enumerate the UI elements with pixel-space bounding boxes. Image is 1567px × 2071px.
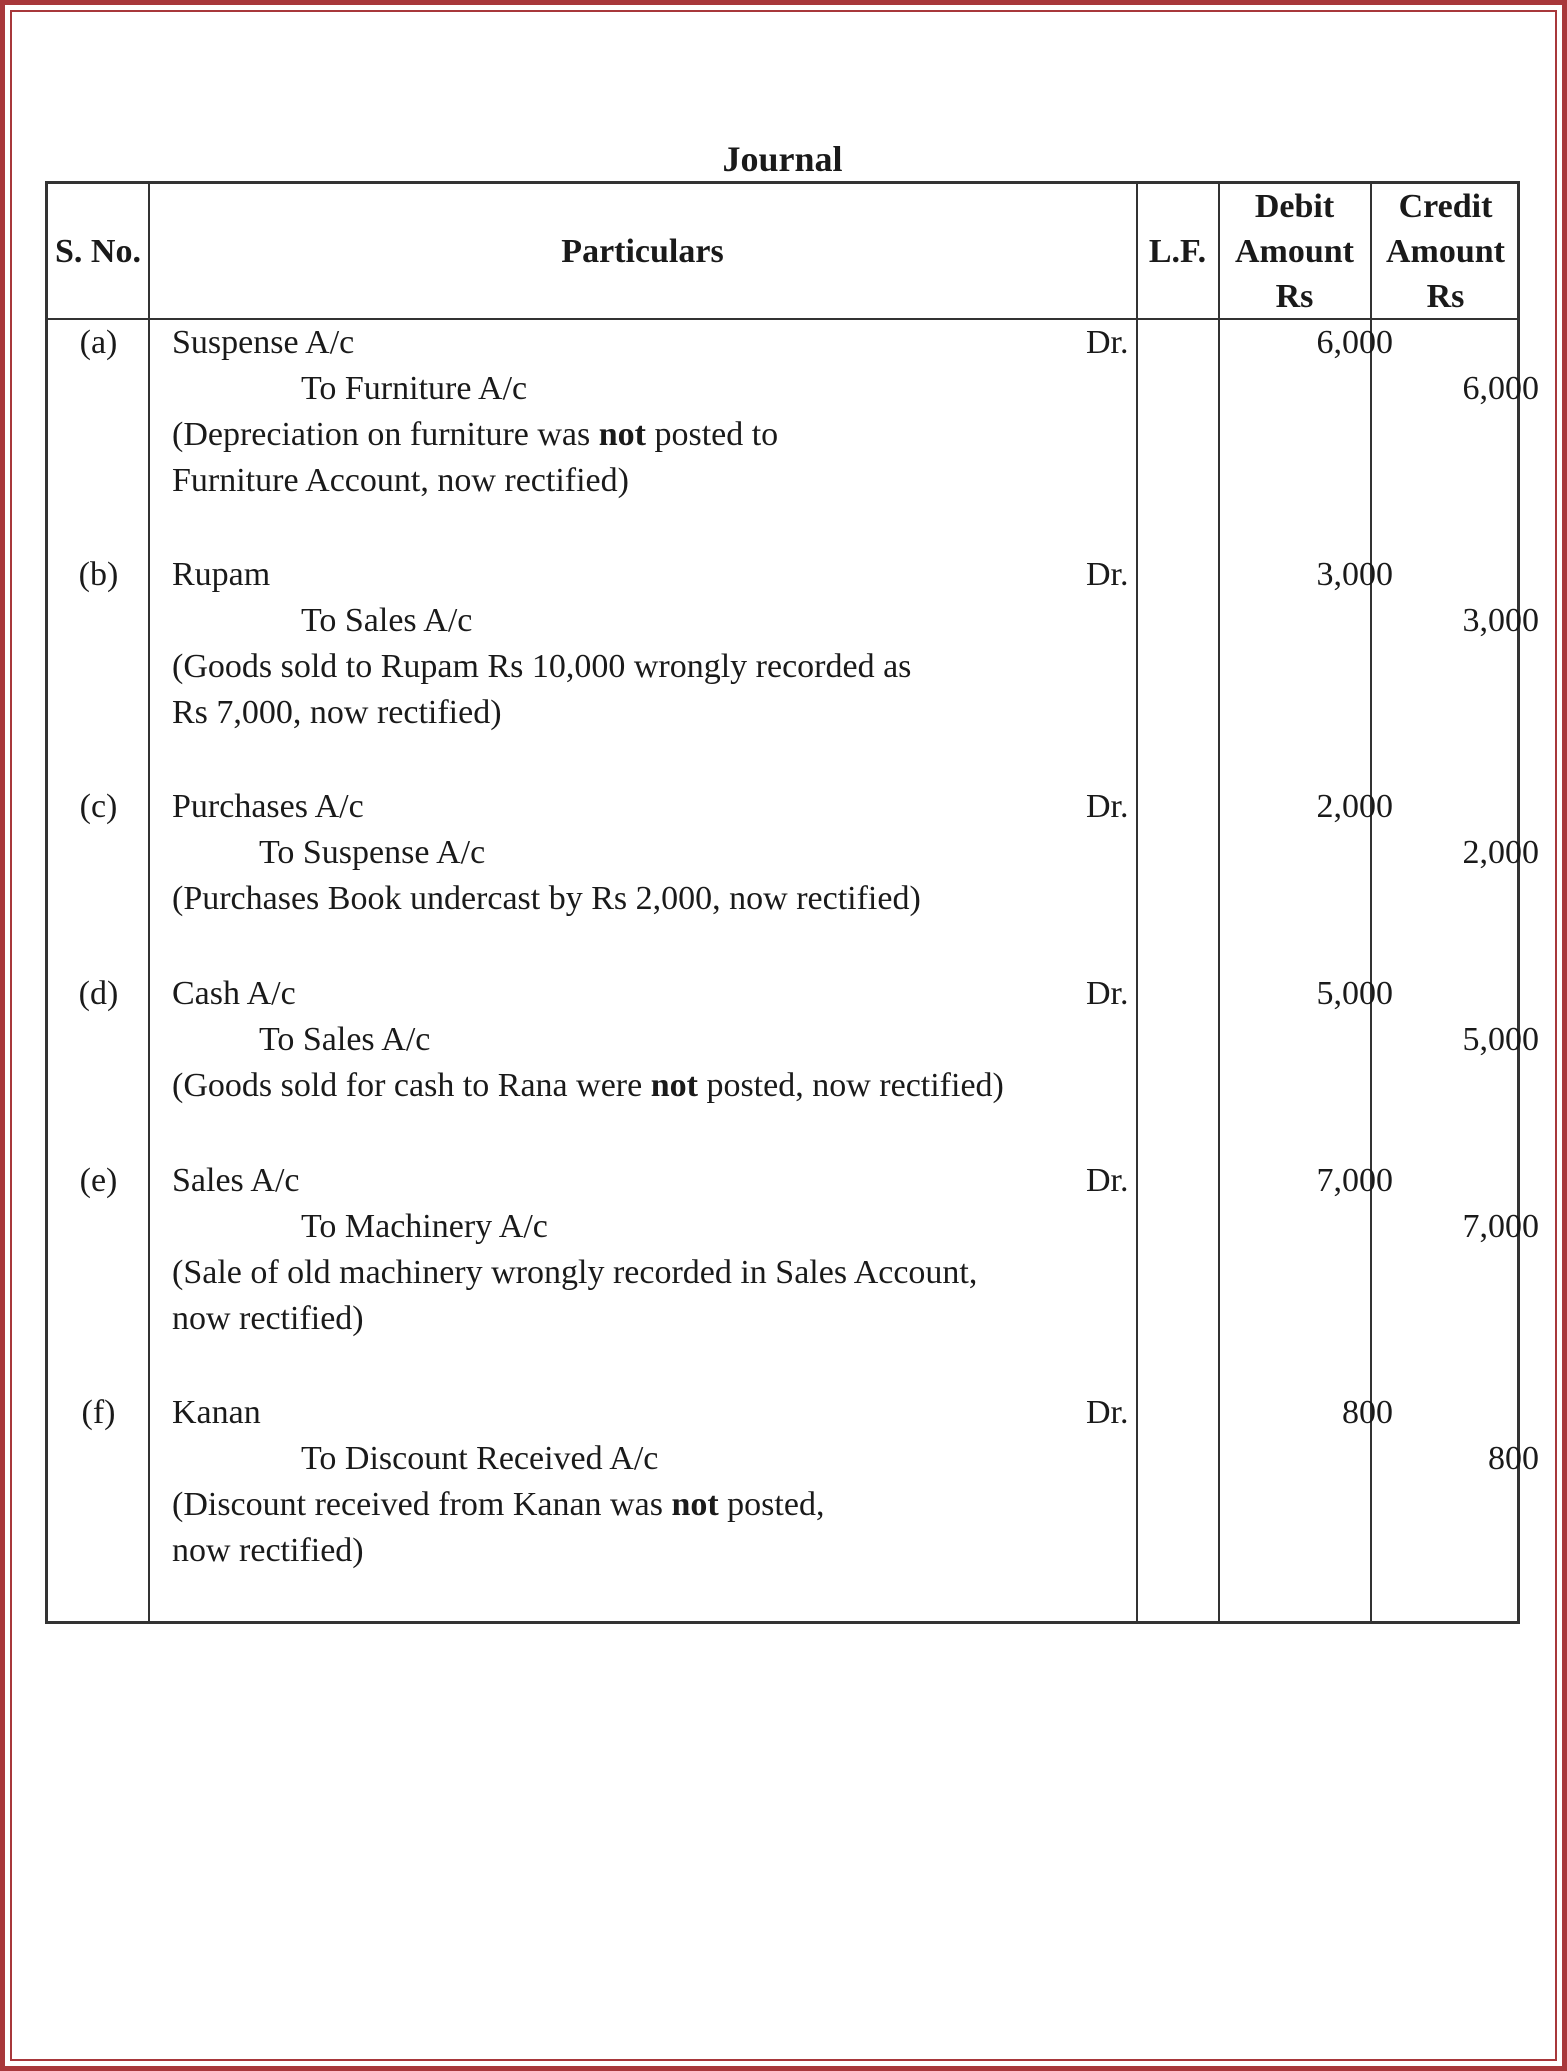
narration: [172, 1063, 1172, 1109]
journal-entry: [48, 1390, 1539, 1590]
narration: [172, 876, 1172, 922]
debit-amount: 7,000: [1316, 1162, 1393, 1199]
credit-amount: 2,000: [1462, 834, 1539, 871]
debit-account: Rupam: [172, 556, 271, 593]
debit-account: Purchases A/c: [172, 788, 364, 825]
narration-text: (Purchases Book undercast by Rs 2,000, now rectified): [172, 880, 921, 917]
narration-emphasis: not: [598, 416, 646, 453]
credit-amount: 6,000: [1462, 370, 1539, 407]
header-credit-amount: [1371, 184, 1520, 318]
narration-text: posted,: [718, 1486, 825, 1523]
narration-line: [172, 1296, 1172, 1342]
narration-text: Furniture Account, now rectified): [172, 462, 629, 499]
journal-entry: [48, 784, 1539, 984]
debit-amount: 6,000: [1316, 324, 1393, 361]
credit-account: To Sales A/c: [301, 602, 473, 639]
debit-amount: 3,000: [1316, 556, 1393, 593]
entry-serial-number: (b): [78, 556, 119, 593]
credit-amount: 800: [1488, 1440, 1539, 1477]
credit-account: To Suspense A/c: [259, 834, 486, 871]
credit-account: To Furniture A/c: [301, 370, 528, 407]
narration-text: now rectified): [172, 1532, 364, 1569]
narration-text: posted, now rectified): [697, 1067, 1004, 1104]
narration: [172, 412, 1172, 504]
header-credit-line2: Amount: [1385, 232, 1506, 270]
header-sno: S. No.: [55, 232, 141, 270]
narration-text: (Goods sold for cash to Rana were: [172, 1067, 651, 1104]
dr-label: Dr.: [1086, 324, 1129, 361]
header-particulars: Particulars: [561, 232, 724, 270]
debit-account: Kanan: [172, 1394, 261, 1431]
narration: [172, 1250, 1172, 1342]
narration-emphasis: not: [650, 1067, 698, 1104]
header-debit-line3: Rs: [1275, 277, 1314, 315]
entry-serial-number: (c): [79, 788, 118, 825]
narration-text: now rectified): [172, 1300, 364, 1337]
entry-serial-number: (f): [81, 1394, 116, 1431]
credit-amount: 5,000: [1462, 1021, 1539, 1058]
narration-text: (Goods sold to Rupam Rs 10,000 wrongly recorded as: [172, 648, 912, 685]
narration-line: [172, 1482, 1172, 1528]
credit-account: To Discount Received A/c: [301, 1440, 659, 1477]
narration-line: [172, 1250, 1172, 1296]
journal-entry: [48, 971, 1539, 1171]
header-debit-line1: Debit: [1254, 187, 1335, 225]
narration-line: [172, 412, 1172, 458]
journal-table: [45, 181, 1539, 1624]
narration-line: [172, 644, 1172, 690]
narration-text: posted to: [645, 416, 779, 453]
journal-entry: [48, 1158, 1539, 1358]
header-debit-amount: [1219, 184, 1370, 318]
narration-text: (Depreciation on furniture was: [172, 416, 599, 453]
header-credit-line3: Rs: [1426, 277, 1465, 315]
narration-line: [172, 458, 1172, 504]
journal-title: Journal: [722, 139, 843, 179]
header-debit-line2: Amount: [1234, 232, 1355, 270]
narration-text: Rs 7,000, now rectified): [172, 694, 502, 731]
dr-label: Dr.: [1086, 1394, 1129, 1431]
debit-account: Suspense A/c: [172, 324, 355, 361]
dr-label: Dr.: [1086, 1162, 1129, 1199]
narration-text: (Sale of old machinery wrongly recorded in Sales Account,: [172, 1254, 978, 1291]
narration-line: [172, 1063, 1172, 1109]
debit-amount: 800: [1342, 1394, 1393, 1431]
journal-entry: [48, 320, 1539, 520]
entry-serial-number: (a): [79, 324, 118, 361]
dr-label: Dr.: [1086, 556, 1129, 593]
credit-amount: 7,000: [1462, 1208, 1539, 1245]
header-lf: L.F.: [1148, 232, 1207, 270]
narration-line: [172, 690, 1172, 736]
journal-entry: [48, 552, 1539, 752]
narration-line: [172, 876, 1172, 922]
credit-account: To Machinery A/c: [301, 1208, 548, 1245]
narration: [172, 644, 1172, 736]
credit-amount: 3,000: [1462, 602, 1539, 639]
debit-amount: 5,000: [1316, 975, 1393, 1012]
dr-label: Dr.: [1086, 975, 1129, 1012]
header-credit-line1: Credit: [1398, 187, 1493, 225]
dr-label: Dr.: [1086, 788, 1129, 825]
debit-amount: 2,000: [1316, 788, 1393, 825]
debit-account: Cash A/c: [172, 975, 296, 1012]
narration-text: (Discount received from Kanan was: [172, 1486, 672, 1523]
narration-emphasis: not: [671, 1486, 719, 1523]
entry-serial-number: (d): [78, 975, 119, 1012]
narration-line: [172, 1528, 1172, 1574]
narration: [172, 1482, 1172, 1574]
credit-account: To Sales A/c: [259, 1021, 431, 1058]
debit-account: Sales A/c: [172, 1162, 300, 1199]
entry-serial-number: (e): [79, 1162, 118, 1199]
